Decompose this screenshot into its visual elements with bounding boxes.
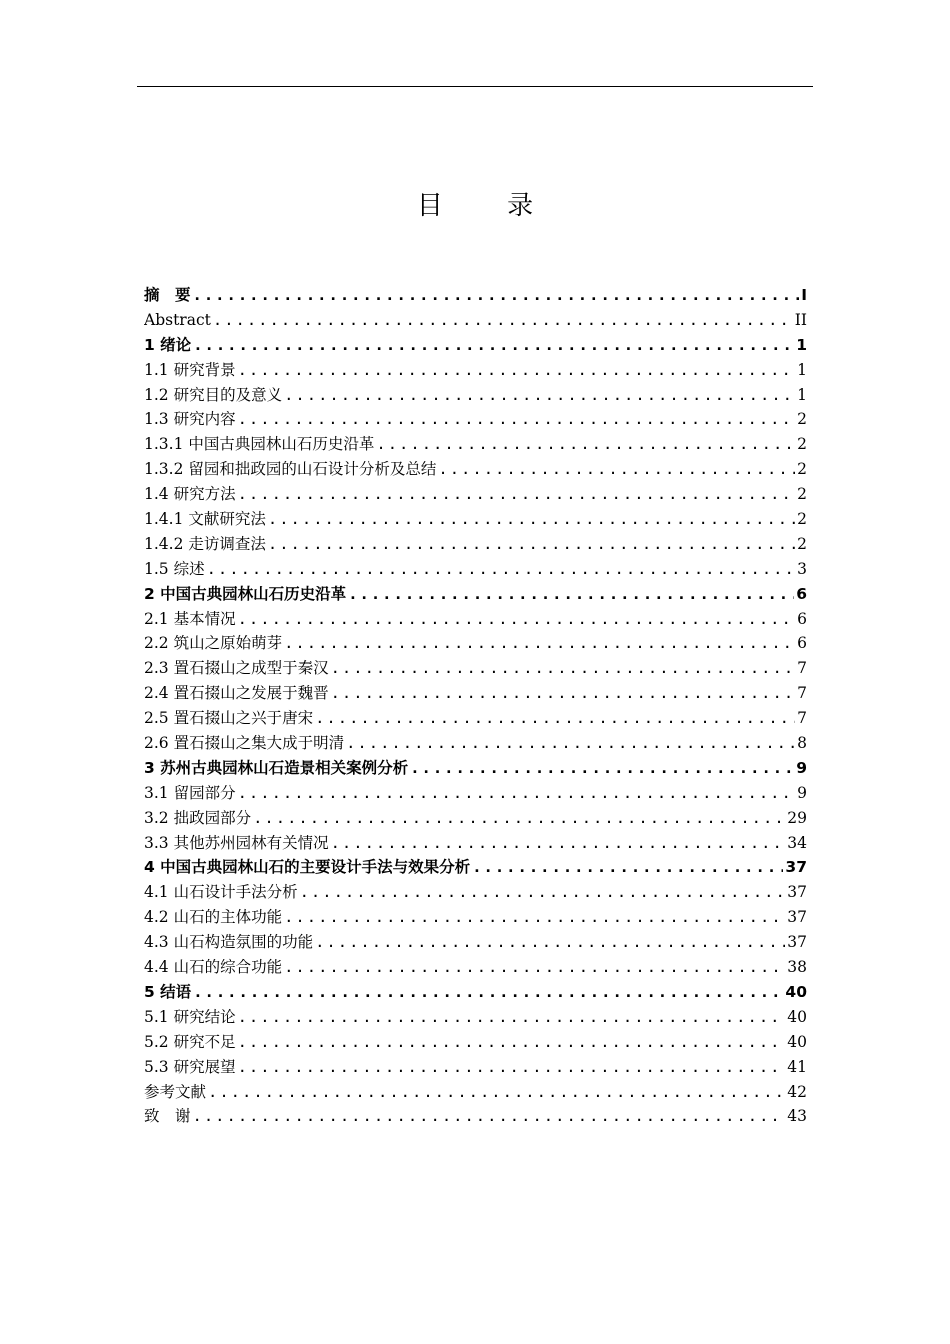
toc-entry-label: 摘 要 — [144, 286, 191, 304]
toc-entry[interactable] — [144, 806, 807, 831]
toc-entry-label: 1.2 研究目的及意义 — [144, 385, 283, 404]
toc-dot-leader — [346, 731, 795, 756]
toc-entry-page: 29 — [787, 808, 807, 827]
toc-entry-page: 37 — [787, 908, 807, 927]
toc-dot-leader — [193, 283, 800, 308]
toc-entry-label: 5.2 研究不足 — [144, 1032, 236, 1051]
toc-dot-leader — [193, 333, 794, 358]
toc-entry-page: 41 — [787, 1057, 807, 1076]
toc-entry-label: 1.1 研究背景 — [144, 360, 236, 379]
toc-dot-leader — [193, 1104, 786, 1129]
toc-entry[interactable] — [144, 432, 807, 457]
toc-entry-label: 1.4.2 走访调查法 — [144, 534, 266, 553]
toc-dot-leader — [253, 806, 785, 831]
toc-entry-page: 7 — [797, 659, 807, 678]
toc-entry-page: 2 — [797, 460, 807, 479]
toc-entry-label: 2.2 筑山之原始萌芽 — [144, 634, 283, 653]
toc-entry-page: 3 — [797, 559, 807, 578]
toc-entry-label: 致 谢 — [144, 1107, 191, 1126]
toc-entry-page: 2 — [797, 534, 807, 553]
toc-entry-page: 7 — [797, 709, 807, 728]
toc-entry-label: 3.3 其他苏州园林有关情况 — [144, 833, 329, 852]
toc-entry-label: 5.3 研究展望 — [144, 1057, 236, 1076]
toc-entry-page: 1 — [797, 385, 807, 404]
toc-entry[interactable] — [144, 283, 807, 308]
toc-dot-leader — [315, 930, 785, 955]
toc-entry[interactable] — [144, 532, 807, 557]
toc-entry-label: 1.4.1 文献研究法 — [144, 510, 266, 529]
toc-dot-leader — [284, 383, 795, 408]
toc-dot-leader — [238, 1005, 786, 1030]
toc-entry-label: 2.6 置石掇山之集大成于明清 — [144, 734, 345, 753]
toc-entry-label: 1.3 研究内容 — [144, 410, 236, 429]
toc-dot-leader — [268, 507, 795, 532]
toc-entry[interactable] — [144, 1080, 807, 1105]
toc-entry-page: 40 — [787, 1007, 807, 1026]
toc-entry-page: 8 — [797, 734, 807, 753]
toc-entry[interactable] — [144, 706, 807, 731]
toc-entry[interactable] — [144, 507, 807, 532]
toc-entry-page: 34 — [787, 833, 807, 852]
toc-entry-page: 2 — [797, 510, 807, 529]
toc-entry-label: 4.4 山石的综合功能 — [144, 958, 283, 977]
toc-dot-leader — [207, 557, 796, 582]
toc-entry-page: II — [794, 310, 807, 329]
toc-entry-label: 1.3.2 留园和拙政园的山石设计分析及总结 — [144, 460, 437, 479]
toc-entry-page: 43 — [787, 1107, 807, 1126]
toc-entry-label: 2 中国古典园林山石历史沿革 — [144, 584, 347, 603]
toc-entry[interactable] — [144, 681, 807, 706]
toc-entry-label: 3.2 拙政园部分 — [144, 808, 252, 827]
toc-dot-leader — [208, 1080, 785, 1105]
toc-entry-page: 2 — [797, 435, 807, 454]
toc-entry-label: 5 结语 — [144, 982, 192, 1001]
toc-entry[interactable] — [144, 781, 807, 806]
toc-entry-label: 4.2 山石的主体功能 — [144, 908, 283, 927]
toc-dot-leader — [284, 955, 785, 980]
toc-entry[interactable] — [144, 831, 807, 856]
toc-entry-label: 5.1 研究结论 — [144, 1007, 236, 1026]
toc-entry[interactable] — [144, 930, 807, 955]
toc-entry-label: 4.1 山石设计手法分析 — [144, 883, 298, 902]
toc-entry-page: 40 — [785, 982, 807, 1001]
toc-dot-leader — [238, 358, 796, 383]
toc-entry[interactable] — [144, 756, 807, 781]
toc-dot-leader — [193, 980, 783, 1005]
toc-dot-leader — [348, 582, 794, 607]
toc-dot-leader — [238, 607, 796, 632]
toc-entry-label: 4 中国古典园林山石的主要设计手法与效果分析 — [144, 858, 471, 877]
toc-entry[interactable] — [144, 905, 807, 930]
toc-entry[interactable] — [144, 457, 807, 482]
toc-entry[interactable] — [144, 631, 807, 656]
header-rule — [137, 86, 813, 87]
toc-entry-label: 2.1 基本情况 — [144, 609, 236, 628]
toc-entry[interactable] — [144, 980, 807, 1005]
toc-dot-leader — [213, 308, 793, 333]
toc-entry-page: 37 — [787, 883, 807, 902]
toc-entry-page: 40 — [787, 1032, 807, 1051]
toc-entry[interactable] — [144, 656, 807, 681]
toc-entry-label: Abstract — [144, 310, 211, 329]
toc-entry-page: 2 — [797, 485, 807, 504]
toc-entry-label: 4.3 山石构造氛围的功能 — [144, 933, 314, 952]
toc-entry-page: I — [801, 286, 807, 304]
toc-entry-page: 42 — [787, 1082, 807, 1101]
toc-entry[interactable] — [144, 582, 807, 607]
toc-entry[interactable] — [144, 1005, 807, 1030]
toc-entry-page: 9 — [797, 783, 807, 802]
toc-dot-leader — [438, 457, 795, 482]
toc-entry-page: 6 — [797, 609, 807, 628]
toc-entry[interactable] — [144, 1104, 807, 1129]
toc-dot-leader — [315, 706, 795, 731]
toc-entry[interactable] — [144, 308, 807, 333]
toc-entry[interactable] — [144, 482, 807, 507]
toc-entry[interactable] — [144, 855, 807, 880]
toc-dot-leader — [376, 432, 795, 457]
toc-dot-leader — [472, 855, 783, 880]
toc-entry[interactable] — [144, 1030, 807, 1055]
page-title: 目 录 — [416, 191, 562, 221]
toc-entry-label: 参考文献 — [144, 1082, 207, 1101]
toc-entry[interactable] — [144, 383, 807, 408]
toc-entry-page: 37 — [785, 858, 807, 877]
toc-dot-leader — [238, 482, 796, 507]
toc-entry-label: 1 绪论 — [144, 335, 192, 354]
toc-entry-page: 9 — [796, 758, 807, 777]
toc-entry-label: 1.3.1 中国古典园林山石历史沿革 — [144, 435, 375, 454]
toc-entry[interactable] — [144, 731, 807, 756]
table-of-contents — [144, 283, 807, 1129]
toc-dot-leader — [268, 532, 795, 557]
toc-entry[interactable] — [144, 955, 807, 980]
toc-entry-label: 1.5 综述 — [144, 559, 205, 578]
toc-dot-leader — [300, 880, 786, 905]
toc-entry-label: 2.4 置石掇山之发展于魏晋 — [144, 684, 329, 703]
toc-dot-leader — [238, 1030, 786, 1055]
toc-dot-leader — [410, 756, 794, 781]
toc-entry-page: 7 — [797, 684, 807, 703]
toc-entry[interactable] — [144, 358, 807, 383]
toc-entry-page: 37 — [787, 933, 807, 952]
toc-entry-page: 1 — [796, 335, 807, 354]
toc-entry-page: 6 — [797, 634, 807, 653]
toc-entry-page: 6 — [796, 584, 807, 603]
toc-dot-leader — [331, 681, 796, 706]
toc-entry[interactable] — [144, 607, 807, 632]
toc-entry-page: 1 — [797, 360, 807, 379]
toc-dot-leader — [284, 905, 785, 930]
toc-entry-page: 38 — [787, 958, 807, 977]
toc-entry-page: 2 — [797, 410, 807, 429]
toc-entry[interactable] — [144, 557, 807, 582]
toc-dot-leader — [238, 407, 796, 432]
toc-entry-label: 2.5 置石掇山之兴于唐宋 — [144, 709, 314, 728]
toc-entry[interactable] — [144, 880, 807, 905]
toc-entry[interactable] — [144, 333, 807, 358]
toc-entry-label: 2.3 置石掇山之成型于秦汉 — [144, 659, 329, 678]
toc-dot-leader — [238, 1055, 786, 1080]
toc-dot-leader — [238, 781, 796, 806]
toc-entry-label: 1.4 研究方法 — [144, 485, 236, 504]
toc-dot-leader — [331, 656, 796, 681]
toc-entry-label: 3.1 留园部分 — [144, 783, 236, 802]
toc-entry[interactable] — [144, 407, 807, 432]
toc-entry-label: 3 苏州古典园林山石造景相关案例分析 — [144, 758, 409, 777]
toc-dot-leader — [284, 631, 795, 656]
toc-dot-leader — [331, 831, 786, 856]
toc-entry[interactable] — [144, 1055, 807, 1080]
